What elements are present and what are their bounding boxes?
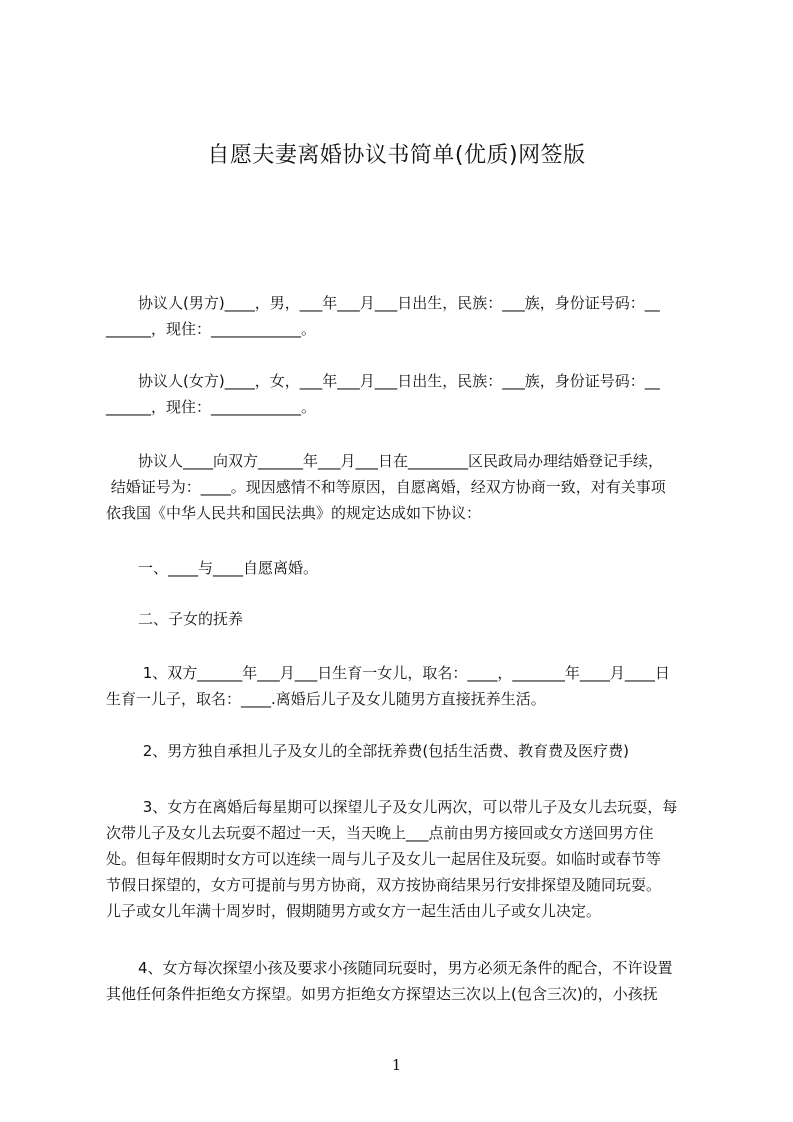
text-line: 二、子女的抚养 [138,610,244,628]
text-line: 4、女方每次探望小孩及要求小孩随同玩耍时，男方必须无条件的配合，不许设置 [138,959,673,977]
paragraph-female-party [106,368,706,420]
text-line: 2、男方独自承担儿子及女儿的全部抚养费(包括生活费、教育费及医疗费) [138,742,630,760]
text-line: ______，现住：____________。 [106,398,317,416]
paragraph-preamble [106,448,706,526]
clause-2-3 [106,794,706,924]
text-line: 1、双方______年___月___日生育一女儿，取名：____，_______年____月____日 [138,664,670,682]
text-line: 一、____与____自愿离婚。 [138,559,319,577]
text-line: ______，现住：____________。 [106,320,317,338]
text-line: 生育一儿子，取名：____.离婚后儿子及女儿随男方直接抚养生活。 [106,690,546,708]
clause-2-2 [106,738,706,764]
text-line: 儿子或女儿年满十周岁时，假期随男方或女方一起生活由儿子或女儿决定。 [106,902,602,920]
text-line: 协议人(女方)____，女，___年___月___日出生，民族：___族，身份证号码：__ [138,372,660,390]
clause-2-1 [106,660,706,712]
text-line: 协议人____向双方______年___月___日在________区民政局办理结婚登记手续， [138,452,664,470]
text-line: 协议人(男方)____，男，___年___月___日出生，民族：___族，身份证号码：__ [138,294,660,312]
text-line: 其他任何条件拒绝女方探望。如男方拒绝女方探望达三次以上(包含三次)的，小孩抚 [106,985,658,1003]
clause-1 [106,555,706,581]
text-line: 依我国《中华人民共和国民法典》的规定达成如下协议： [106,504,482,522]
text-line: 次带儿子及女儿去玩耍不超过一天，当天晚上___点前由男方接回或女方送回男方住 [106,824,654,842]
text-line: 结婚证号为：____。现因感情不和等原因，自愿离婚，经双方协商一致，对有关事项 [106,478,666,496]
text-line: 节假日探望的，女方可提前与男方协商，双方按协商结果另行安排探望及随同玩耍。 [106,876,662,894]
paragraph-male-party [106,290,706,342]
document-title: 自愿夫妻离婚协议书简单(优质)网签版 [207,143,586,168]
text-line: 处。但每年假期时女方可以连续一周与儿子及女儿一起居住及玩耍。如临时或春节等 [106,850,662,868]
clause-2-4 [106,955,706,1007]
text-line: 3、女方在离婚后每星期可以探望儿子及女儿两次，可以带儿子及女儿去玩耍，每 [138,798,678,816]
clause-2-heading [106,606,706,632]
page-number: 1 [391,1056,402,1074]
